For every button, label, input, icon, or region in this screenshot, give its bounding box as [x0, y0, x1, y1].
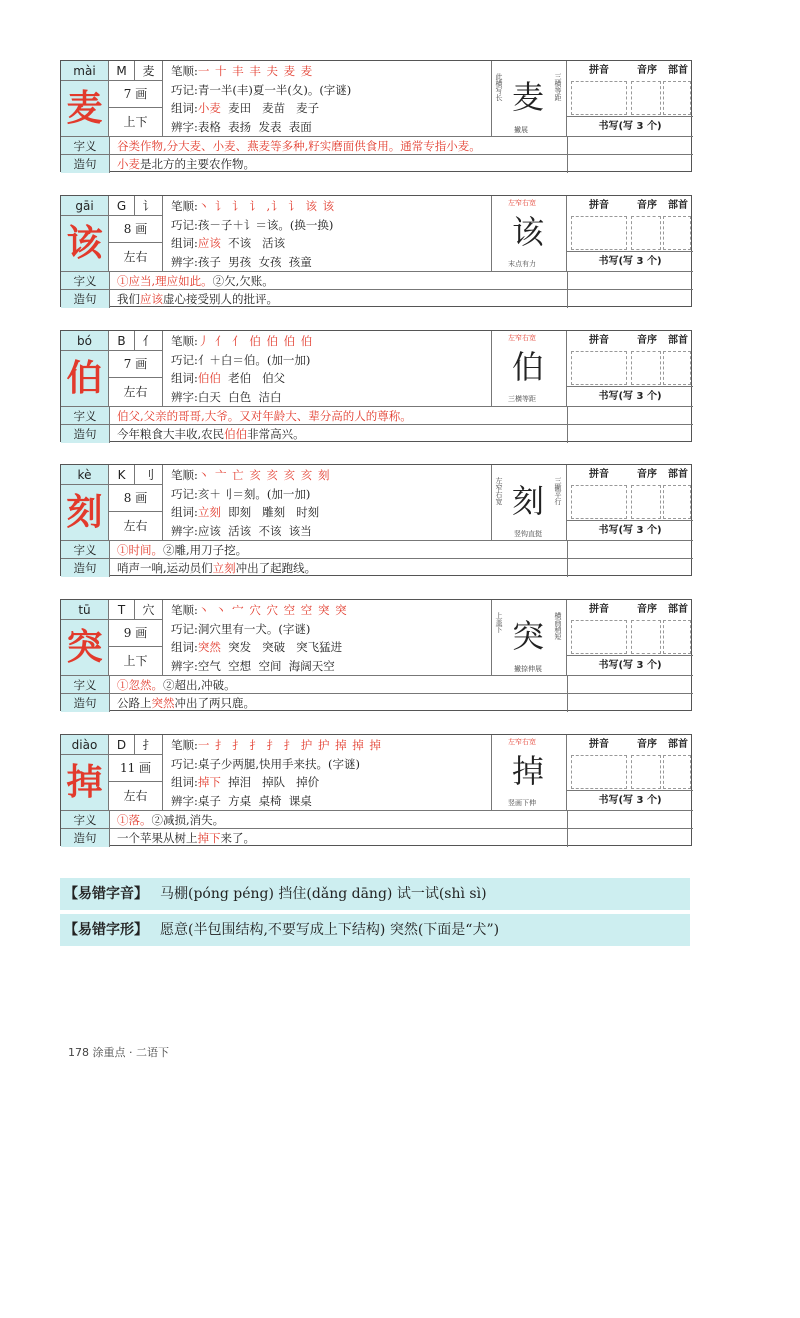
distinguish: 表格 表扬 发表 表面	[197, 119, 312, 134]
distinguish-line	[171, 792, 491, 811]
writing-tip: 三横等距	[508, 395, 536, 403]
grid-order-label: 音序	[637, 335, 657, 346]
stroke-order-label: 笔顺:	[171, 64, 198, 78]
stroke-order-label: 笔顺:	[171, 468, 198, 482]
sentence-label: 造句	[61, 425, 110, 443]
sentence-highlight: 小麦	[117, 157, 140, 171]
big-character: 突	[61, 620, 109, 675]
character-info	[163, 600, 491, 675]
radical: 亻	[135, 331, 163, 351]
character-card	[60, 195, 692, 307]
distinguish: 空气 空想 空间 海阔天空	[197, 658, 335, 673]
distinguish-line	[171, 657, 491, 676]
writing-tip: 撇展	[514, 126, 528, 134]
grid-radical-label: 部首	[668, 739, 688, 750]
stroke-order: 一 十 丰 丰 夫 麦 麦	[197, 64, 314, 78]
grid-pinyin-label: 拼音	[589, 604, 609, 615]
writing-tip: 三撇平行	[554, 477, 562, 505]
writing-tip: 左窄右宽	[508, 199, 536, 207]
writing-practice-cells[interactable]	[567, 541, 694, 559]
writing-sample-character: 该	[512, 213, 545, 251]
stroke-order: 一 扌 扌 扌 扌 扌 护 护 掉 掉 掉	[197, 738, 382, 752]
stroke-order-label: 笔顺:	[171, 603, 198, 617]
initial-letter: T	[109, 600, 135, 620]
writing-practice-cells[interactable]	[567, 829, 694, 847]
sentence-highlight: 突然	[151, 696, 175, 710]
initial-letter: K	[109, 465, 135, 485]
meaning-row	[61, 271, 693, 289]
writing-tip: 左窄右宽	[495, 477, 503, 505]
practice-grid	[567, 465, 693, 540]
big-character: 刻	[61, 485, 109, 540]
meaning-content	[117, 137, 557, 155]
stroke-order-line	[171, 601, 491, 620]
stroke-count: 8 画	[109, 216, 163, 243]
mnemonic-label: 巧记:	[171, 352, 198, 367]
distinguish: 应该 活该 不该 该当	[197, 523, 312, 538]
words-line	[171, 99, 491, 118]
meaning-part: ②雕,用刀子挖。	[163, 543, 248, 557]
pinyin: bó	[61, 331, 109, 351]
character-card	[60, 734, 692, 846]
grid-write-label: 书写(写 3 个)	[567, 655, 693, 676]
error-shape-box	[60, 914, 690, 946]
practice-grid	[567, 600, 693, 675]
mnemonic: 亥＋刂＝刻。(加一加)	[197, 486, 311, 501]
initial-letter: M	[109, 61, 135, 81]
sentence-pre: 公路上	[117, 696, 152, 710]
grid-write-label: 书写(写 3 个)	[567, 790, 693, 811]
words-line	[171, 369, 491, 388]
stroke-order-line	[171, 736, 491, 755]
structure: 上下	[109, 108, 163, 136]
sentence-post: 来了。	[220, 831, 255, 845]
radical-answer-box[interactable]	[663, 81, 691, 115]
pinyin: diào	[61, 735, 109, 755]
sentence-pre: 我们	[117, 292, 140, 306]
grid-pinyin-label: 拼音	[589, 200, 609, 211]
meaning-part: ②超出,冲破。	[163, 678, 236, 692]
meaning-row	[61, 136, 693, 154]
writing-tip: 上盖下	[495, 612, 503, 633]
meaning-row	[61, 675, 693, 693]
mnemonic-label: 巧记:	[171, 756, 198, 771]
structure: 左右	[109, 782, 163, 810]
grid-order-label: 音序	[637, 739, 657, 750]
sentence-row	[61, 828, 693, 846]
sentence-content	[117, 425, 557, 443]
writing-tip: 竖画下伸	[508, 799, 536, 807]
sentence-pre: 一个苹果从树上	[117, 831, 198, 845]
structure: 左右	[109, 243, 163, 271]
stroke-order-line	[171, 332, 491, 351]
stroke-count: 7 画	[109, 351, 163, 378]
stroke-count: 7 画	[109, 81, 163, 108]
meaning-label: 字义	[61, 541, 110, 559]
sentence-content	[117, 829, 557, 847]
distinguish: 白天 白色 洁白	[197, 389, 282, 404]
sentence-label: 造句	[61, 559, 110, 577]
radical-answer-box[interactable]	[663, 216, 691, 250]
words-label: 组词:	[171, 371, 198, 385]
character-info	[163, 61, 491, 136]
writing-sample-character: 突	[512, 617, 545, 655]
words-rest: 老伯 伯父	[220, 371, 286, 385]
grid-pinyin-label: 拼音	[589, 335, 609, 346]
pinyin-answer-box[interactable]	[571, 755, 627, 789]
meaning-part: ①时间。	[117, 543, 163, 557]
meaning-label: 字义	[61, 407, 110, 425]
pinyin: gāi	[61, 196, 109, 216]
writing-tip: 末点有力	[508, 260, 536, 268]
mnemonic-line	[171, 755, 491, 774]
words-label: 组词:	[171, 640, 198, 654]
meaning-content	[117, 541, 557, 559]
words-highlight: 掉下	[197, 775, 221, 789]
error-shape-text: 愿意(半包围结构,不要写成上下结构) 突然(下面是“犬”)	[160, 922, 500, 938]
stroke-order-label: 笔顺:	[171, 334, 198, 348]
stroke-order: 丶 亠 亡 亥 亥 亥 亥 刻	[197, 468, 331, 482]
pinyin: kè	[61, 465, 109, 485]
page-footer: 178 涂重点 · 二语下	[68, 1046, 169, 1059]
meaning-content	[117, 811, 557, 829]
big-character: 掉	[61, 755, 109, 810]
order-answer-box[interactable]	[631, 485, 661, 519]
writing-tip: 左窄右宽	[508, 334, 536, 342]
error-sound-text: 马棚(póng péng) 挡住(dǎng dāng) 试一试(shì sì)	[160, 886, 487, 902]
writing-sample-box	[491, 465, 567, 540]
error-sound-tag: 【易错字音】	[64, 886, 148, 902]
stroke-count: 8 画	[109, 485, 163, 512]
pinyin: tū	[61, 600, 109, 620]
words-label: 组词:	[171, 101, 198, 115]
stroke-order: 丶 丶 宀 穴 穴 空 空 突 突	[197, 603, 348, 617]
meaning-row	[61, 810, 693, 828]
stroke-order-label: 笔顺:	[171, 199, 198, 213]
writing-practice-cells[interactable]	[567, 272, 694, 290]
character-info	[163, 735, 491, 810]
words-highlight: 伯伯	[197, 371, 221, 385]
words-highlight: 小麦	[197, 101, 221, 115]
words-line	[171, 234, 491, 253]
error-shape-tag: 【易错字形】	[64, 922, 148, 938]
stroke-count: 11 画	[109, 755, 163, 782]
meaning-text: 谷类作物,分大麦、小麦、燕麦等多种,籽实磨面供食用。通常专指小麦。	[117, 139, 481, 153]
grid-write-label: 书写(写 3 个)	[567, 251, 693, 272]
writing-tip: 三横等距	[554, 73, 562, 101]
initial-letter: B	[109, 331, 135, 351]
writing-practice-cells[interactable]	[567, 676, 694, 694]
distinguish-label: 辨字:	[171, 119, 198, 134]
radical-answer-box[interactable]	[663, 351, 691, 385]
big-character: 该	[61, 216, 109, 271]
sentence-post: 非常高兴。	[247, 427, 305, 441]
meaning-part: ①忽然。	[117, 678, 163, 692]
distinguish-label: 辨字:	[171, 793, 198, 808]
sentence-label: 造句	[61, 694, 110, 712]
grid-pinyin-label: 拼音	[589, 65, 609, 76]
structure: 左右	[109, 512, 163, 540]
order-answer-box[interactable]	[631, 216, 661, 250]
initial-letter: G	[109, 196, 135, 216]
distinguish-label: 辨字:	[171, 389, 198, 404]
radical: 扌	[135, 735, 163, 755]
order-answer-box[interactable]	[631, 755, 661, 789]
writing-sample-character: 伯	[512, 348, 545, 386]
writing-practice-cells[interactable]	[567, 811, 694, 829]
character-card	[60, 330, 692, 442]
pinyin-answer-box[interactable]	[571, 620, 627, 654]
writing-sample-box	[491, 196, 567, 271]
stroke-order-line	[171, 466, 491, 485]
writing-sample-box	[491, 735, 567, 810]
meaning-label: 字义	[61, 272, 110, 290]
mnemonic: 洞穴里有一犬。(字谜)	[197, 621, 311, 636]
words-label: 组词:	[171, 505, 198, 519]
big-character: 伯	[61, 351, 109, 406]
distinguish-line	[171, 522, 491, 541]
mnemonic-line	[171, 620, 491, 639]
order-answer-box[interactable]	[631, 351, 661, 385]
sentence-row	[61, 424, 693, 442]
radical: 讠	[135, 196, 163, 216]
meaning-part: ①落。	[117, 813, 152, 827]
meaning-content	[117, 676, 557, 694]
initial-letter: D	[109, 735, 135, 755]
distinguish-line	[171, 118, 491, 137]
sentence-row	[61, 558, 693, 576]
words-line	[171, 503, 491, 522]
words-rest: 即刻 雕刻 时刻	[220, 505, 320, 519]
pinyin-answer-box[interactable]	[571, 485, 627, 519]
radical: 刂	[135, 465, 163, 485]
sentence-highlight: 应该	[140, 292, 163, 306]
sentence-content	[117, 694, 557, 712]
distinguish: 孩子 男孩 女孩 孩童	[197, 254, 312, 269]
practice-grid	[567, 196, 693, 271]
stroke-order: 丿 亻 亻 伯 伯 伯 伯	[197, 334, 314, 348]
mnemonic-label: 巧记:	[171, 621, 198, 636]
character-info	[163, 465, 491, 540]
pinyin-answer-box[interactable]	[571, 351, 627, 385]
sentence-row	[61, 154, 693, 172]
radical-answer-box[interactable]	[663, 485, 691, 519]
mnemonic: 桌子少两腿,快用手来扶。(字谜)	[197, 756, 361, 771]
sentence-row	[61, 693, 693, 711]
sentence-post: 是北方的主要农作物。	[140, 157, 255, 171]
pinyin-answer-box[interactable]	[571, 81, 627, 115]
sentence-content	[117, 559, 557, 577]
grid-write-label: 书写(写 3 个)	[567, 386, 693, 407]
sentence-label: 造句	[61, 290, 110, 308]
meaning-label: 字义	[61, 137, 110, 155]
sentence-highlight: 立刻	[212, 561, 236, 575]
mnemonic: 孩－子＋讠＝该。(换一换)	[197, 217, 334, 232]
meaning-part: ①应当,理应如此。	[117, 274, 213, 288]
writing-practice-cells[interactable]	[567, 155, 694, 173]
words-rest: 突发 突破 突飞猛进	[220, 640, 343, 654]
distinguish-label: 辨字:	[171, 523, 198, 538]
mnemonic: 青一半(丰)夏一半(夂)。(字谜)	[197, 82, 352, 97]
words-label: 组词:	[171, 775, 198, 789]
sentence-content	[117, 155, 557, 173]
writing-tip: 横画稍短	[554, 612, 562, 640]
sentence-label: 造句	[61, 829, 110, 847]
character-info	[163, 331, 491, 406]
grid-write-label: 书写(写 3 个)	[567, 520, 693, 541]
stroke-count: 9 画	[109, 620, 163, 647]
grid-radical-label: 部首	[668, 604, 688, 615]
grid-write-label: 书写(写 3 个)	[567, 116, 693, 137]
grid-radical-label: 部首	[668, 469, 688, 480]
words-rest: 不该 活该	[220, 236, 286, 250]
structure: 左右	[109, 378, 163, 406]
radical-answer-box[interactable]	[663, 755, 691, 789]
writing-practice-cells[interactable]	[567, 559, 694, 577]
writing-practice-cells[interactable]	[567, 290, 694, 308]
sentence-post: 冲出了两只鹿。	[174, 696, 255, 710]
grid-order-label: 音序	[637, 469, 657, 480]
distinguish-line	[171, 388, 491, 407]
words-highlight: 突然	[197, 640, 221, 654]
pinyin: mài	[61, 61, 109, 81]
character-card	[60, 60, 692, 172]
words-label: 组词:	[171, 236, 198, 250]
radical: 穴	[135, 600, 163, 620]
grid-radical-label: 部首	[668, 65, 688, 76]
words-line	[171, 773, 491, 792]
writing-sample-character: 掉	[512, 752, 545, 790]
writing-sample-character: 麦	[512, 78, 545, 116]
writing-sample-character: 刻	[512, 482, 545, 520]
sentence-pre: 哨声一响,运动员们	[117, 561, 213, 575]
words-highlight: 应该	[197, 236, 221, 250]
stroke-order-label: 笔顺:	[171, 738, 198, 752]
meaning-content	[117, 407, 557, 425]
grid-pinyin-label: 拼音	[589, 739, 609, 750]
distinguish-label: 辨字:	[171, 658, 198, 673]
meaning-label: 字义	[61, 676, 110, 694]
distinguish-label: 辨字:	[171, 254, 198, 269]
mnemonic-line	[171, 81, 491, 100]
sentence-pre: 今年粮食大丰收,农民	[117, 427, 225, 441]
meaning-row	[61, 540, 693, 558]
writing-tip: 此横写长	[495, 73, 503, 101]
radical: 麦	[135, 61, 163, 81]
writing-practice-cells[interactable]	[567, 137, 694, 155]
practice-grid	[567, 331, 693, 406]
meaning-text: 伯父,父亲的哥哥,大爷。又对年龄大、辈分高的人的尊称。	[117, 409, 412, 423]
order-answer-box[interactable]	[631, 81, 661, 115]
words-rest: 麦田 麦苗 麦子	[220, 101, 320, 115]
mnemonic: 亻＋白＝伯。(加一加)	[197, 352, 311, 367]
mnemonic-label: 巧记:	[171, 217, 198, 232]
grid-radical-label: 部首	[668, 200, 688, 211]
mnemonic-line	[171, 216, 491, 235]
sentence-post: 冲出了起跑线。	[235, 561, 317, 575]
writing-sample-box	[491, 600, 567, 675]
error-sound-box	[60, 878, 690, 910]
order-answer-box[interactable]	[631, 620, 661, 654]
writing-practice-cells[interactable]	[567, 407, 694, 425]
writing-tip: 撇捺伸展	[514, 665, 542, 673]
practice-grid	[567, 735, 693, 810]
character-card	[60, 599, 692, 711]
stroke-order: 丶 讠 讠 讠 ,讠 讠 该 该	[197, 199, 336, 213]
structure: 上下	[109, 647, 163, 675]
distinguish-line	[171, 253, 491, 272]
mnemonic-label: 巧记:	[171, 486, 198, 501]
grid-order-label: 音序	[637, 65, 657, 76]
writing-sample-box	[491, 331, 567, 406]
meaning-label: 字义	[61, 811, 110, 829]
character-card	[60, 464, 692, 576]
words-rest: 掉泪 掉队 掉价	[220, 775, 320, 789]
writing-tip: 左窄右宽	[508, 738, 536, 746]
writing-tip: 竖钩直挺	[514, 530, 542, 538]
stroke-order-line	[171, 62, 491, 81]
big-character: 麦	[61, 81, 109, 136]
sentence-highlight: 伯伯	[224, 427, 248, 441]
sentence-post: 虚心接受别人的批评。	[163, 292, 278, 306]
meaning-part: ②减损,消失。	[151, 813, 225, 827]
words-line	[171, 638, 491, 657]
character-info	[163, 196, 491, 271]
sentence-highlight: 掉下	[197, 831, 221, 845]
grid-order-label: 音序	[637, 604, 657, 615]
sentence-content	[117, 290, 557, 308]
grid-radical-label: 部首	[668, 335, 688, 346]
meaning-row	[61, 406, 693, 424]
pinyin-answer-box[interactable]	[571, 216, 627, 250]
meaning-part: ②欠,欠账。	[212, 274, 274, 288]
writing-sample-box	[491, 61, 567, 136]
writing-practice-cells[interactable]	[567, 425, 694, 443]
radical-answer-box[interactable]	[663, 620, 691, 654]
sentence-row	[61, 289, 693, 307]
sentence-label: 造句	[61, 155, 110, 173]
practice-grid	[567, 61, 693, 136]
distinguish: 桌子 方桌 桌椅 课桌	[197, 793, 312, 808]
mnemonic-line	[171, 485, 491, 504]
mnemonic-line	[171, 351, 491, 370]
stroke-order-line	[171, 197, 491, 216]
meaning-content	[117, 272, 557, 290]
grid-order-label: 音序	[637, 200, 657, 211]
grid-pinyin-label: 拼音	[589, 469, 609, 480]
words-highlight: 立刻	[197, 505, 221, 519]
writing-practice-cells[interactable]	[567, 694, 694, 712]
mnemonic-label: 巧记:	[171, 82, 198, 97]
